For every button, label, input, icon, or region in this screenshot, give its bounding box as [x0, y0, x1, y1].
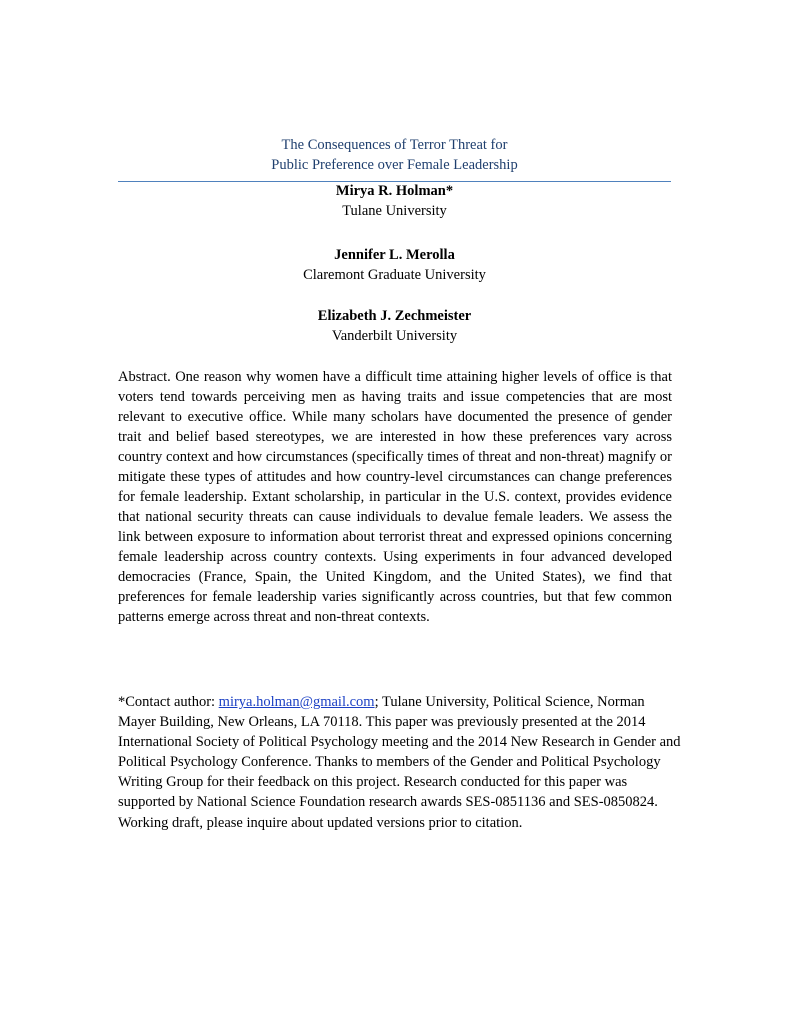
paper-title: [118, 135, 671, 175]
author-affiliation: Tulane University: [342, 203, 447, 219]
contact-footnote: [118, 692, 698, 833]
footnote-line-1: [118, 692, 698, 712]
footnote-line-6: supported by National Science Foundation research awards SES-0851136 and SES-0850824.: [118, 794, 658, 811]
footnote-line-5: Writing Group for their feedback on this project. Research conducted for this paper was: [118, 774, 628, 791]
contact-email-link[interactable]: mirya.holman@gmail.com: [218, 694, 375, 710]
footnote-line-3: International Society of Political Psychology meeting and the 2014 New Research in Gender and: [118, 734, 681, 751]
footnote-line-4: Political Psychology Conference. Thanks to members of the Gender and Political Psychology: [118, 754, 661, 771]
author-block-2: [118, 245, 671, 285]
author-name: Mirya R. Holman*: [335, 183, 454, 199]
footnote-prefix: *Contact author:: [118, 694, 219, 710]
footnote-line-1-rest: ; Tulane University, Political Science, Norman: [374, 694, 645, 710]
author-affiliation: Claremont Graduate University: [303, 267, 486, 283]
author-block-3: [118, 306, 671, 346]
footnote-line-7: Working draft, please inquire about updated versions prior to citation.: [118, 814, 523, 831]
author-block-1: [118, 181, 671, 221]
paper-title-line-1: The Consequences of Terror Threat for: [281, 137, 508, 153]
author-affiliation: Vanderbilt University: [331, 328, 458, 344]
abstract-paragraph: Abstract. One reason why women have a difficult time attaining higher levels of office is that voters tend towards perceiving men as having traits and issue competencies that are most relevant to executive office. While many scholars have documented the presence of gender trait and belief based stereotypes, we are interested in how these preferences vary across country context and how circumstances (specifically times of threat and non-threat) magnify or mitigate these types of attitudes and how country-level circumstances can change preferences for female leadership. Extant scholarship, in particular in the U.S. context, provides evidence that national security threats can cause individuals to devalue female leaders. We assess the link between exposure to information about terrorist threat and expressed opinions concerning female leadership across country contexts. Using experiments in four advanced developed democracies (France, Spain, the United Kingdom, and the United States), we find that preferences for female leadership varies significantly across countries, but that few common patterns emerge across threat and non-threat contexts.: [118, 369, 672, 625]
paper-title-line-2: Public Preference over Female Leadership: [271, 157, 518, 173]
author-name: Elizabeth J. Zechmeister: [317, 308, 472, 324]
author-name: Jennifer L. Merolla: [334, 247, 455, 263]
footnote-line-2: Mayer Building, New Orleans, LA 70118. This paper was previously presented at the 2014: [118, 714, 646, 731]
